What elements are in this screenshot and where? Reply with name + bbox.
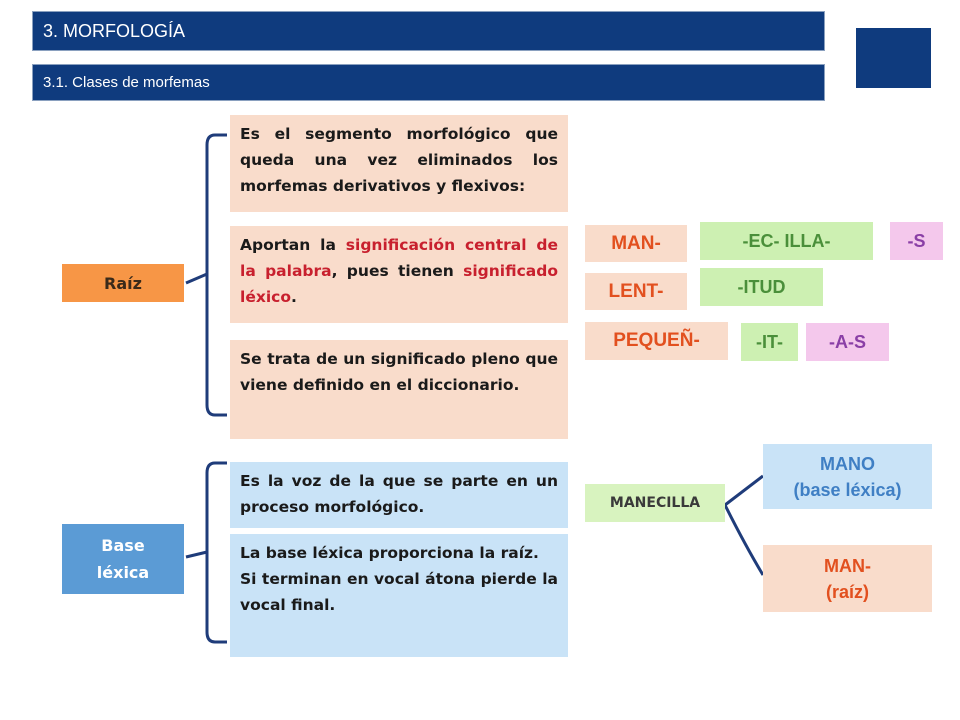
raiz-dictionary-text: Se trata de un significado pleno que viene definido en el diccionario. (240, 350, 558, 394)
base-root-text-2: Si terminan en vocal átona pierde la vocal final. (240, 570, 558, 614)
tree-base-lexica-line2: (base léxica) (793, 479, 902, 500)
raiz-dictionary-box (230, 340, 568, 439)
base-bracket (186, 463, 227, 642)
base-root-text-1: La base léxica proporciona la raíz. (240, 544, 539, 562)
root-man (585, 225, 687, 262)
base-definition-text: Es la voz de la que se parte en un proceso morfológico. (240, 472, 558, 516)
root-lent (585, 273, 687, 310)
base-lexica-label (62, 524, 184, 594)
suffix-ec-illa-text: -EC- ILLA- (742, 230, 831, 251)
root-pequen-text: PEQUEÑ- (613, 330, 700, 351)
plural-as-text: -A-S (829, 331, 866, 352)
root-pequen (585, 322, 728, 360)
base-lexica-label-line2: léxica (96, 563, 150, 582)
suffix-itud (700, 268, 823, 306)
tree-raiz-line2: (raíz) (825, 581, 869, 602)
tree-branch-top (725, 476, 763, 505)
raiz-bracket (186, 135, 227, 415)
tree-base-lexica-box (763, 444, 932, 509)
plural-s-text: -S (907, 230, 926, 251)
raiz-meaning-part-1: Aportan la (240, 236, 346, 254)
base-definition-box (230, 462, 568, 528)
tree-base-lexica-line1: MANO (820, 453, 875, 474)
root-lent-text: LENT- (608, 280, 664, 302)
tree-branch-bottom (725, 505, 763, 575)
root-man-text: MAN- (611, 232, 661, 254)
raiz-meaning-highlight-1: significación central de la palabra (240, 236, 558, 280)
suffix-itud-text: -ITUD (737, 276, 786, 297)
tree-raiz-box (763, 545, 932, 612)
base-root-box (230, 534, 568, 657)
plural-s (890, 222, 943, 260)
subsection-title: 3.1. Clases de morfemas (43, 74, 210, 91)
raiz-label (62, 264, 184, 302)
plural-as (806, 323, 889, 361)
suffix-it (741, 323, 798, 361)
raiz-definition-box (230, 115, 568, 212)
raiz-definition-text: Es el segmento morfológico que queda una vez eliminados los morfemas derivativos y flexivos: (240, 125, 558, 195)
raiz-label-text: Raíz (104, 273, 142, 293)
raiz-meaning-highlight-2: significado léxico (240, 262, 558, 306)
suffix-it-text: -IT- (756, 331, 783, 352)
base-lexica-label-line1: Base (101, 536, 145, 555)
word-manecilla-text: MANECILLA (609, 495, 701, 511)
raiz-meaning-part-2: , pues tienen (331, 262, 464, 280)
word-manecilla (585, 484, 725, 522)
raiz-meaning-box (230, 226, 568, 323)
tree-raiz-line1: MAN- (824, 555, 871, 576)
suffix-ec-illa (700, 222, 873, 260)
section-title: 3. MORFOLOGÍA (43, 20, 186, 41)
raiz-meaning-part-3: . (290, 288, 297, 306)
